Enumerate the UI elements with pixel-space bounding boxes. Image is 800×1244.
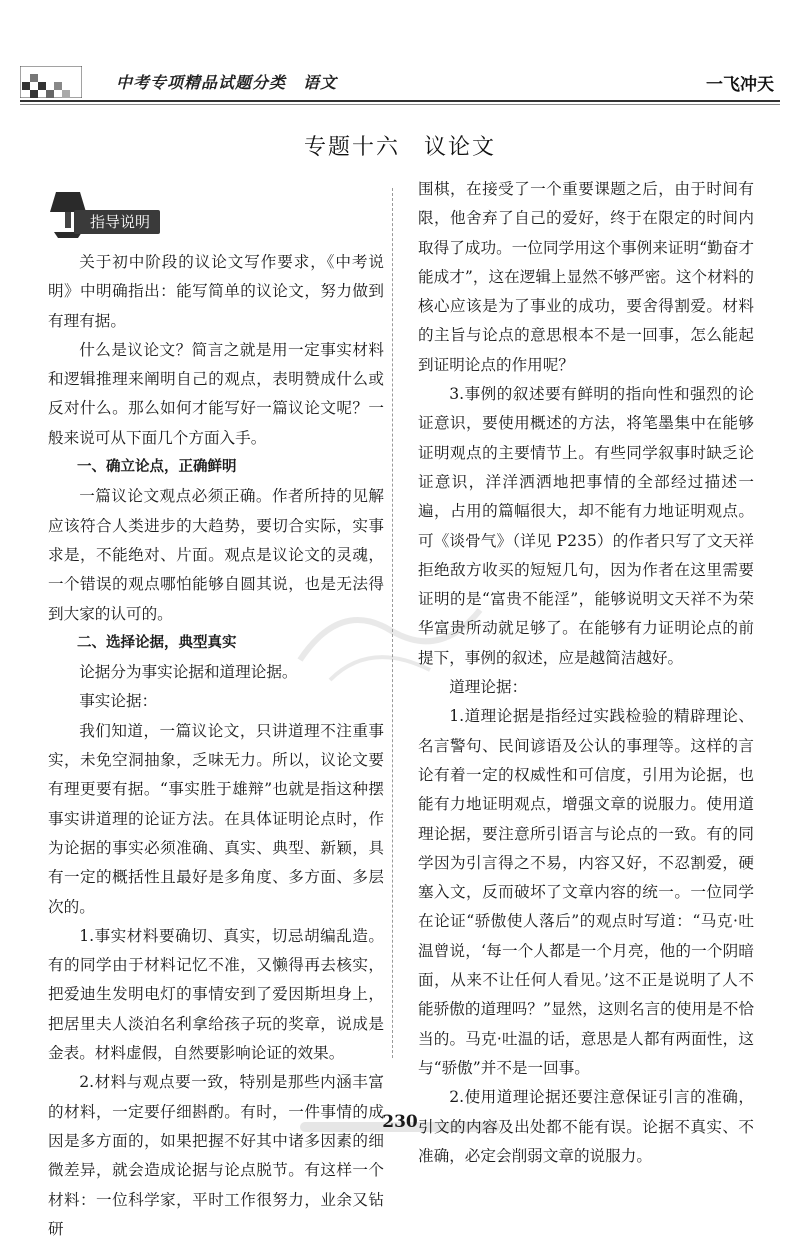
chapter-title: 专题十六 议论文 — [303, 135, 496, 160]
header-divider-thin — [20, 104, 780, 105]
column-divider — [392, 188, 393, 1058]
paragraph: 1.事实材料要确切、真实，切忌胡编乱造。有的同学由于材料记忆不准，又懒得再去核实，把爱迪生发明电灯的事情安到了爱因斯坦身上，把居里夫人淡泊名利拿给孩子玩的奖章，说成是金表。材料虚假，自然要影响论证的效果。 — [48, 926, 384, 1063]
paragraph: 3.事例的叙述要有鲜明的指向性和强烈的论证意识，要使用概述的方法，将笔墨集中在能够证明观点的主要情节上。有些同学叙事时缺乏论证意识，洋洋洒洒地把事情的全部经过描述一遍，占用的篇幅很大，却不能有力地证明观点。可《谈骨气》（详见 P235）的作者只写了文天祥拒绝敌方收买的短短几句，因为作者在这里需要证明的是“富贵不能淫”，能够说明文天祥不为荣华富贵所动就足够了。在能够有力证明论点的前提下，事例的叙述，应是越简洁越好。 — [418, 385, 754, 667]
paragraph: 2.使用道理论据还要注意保证引言的准确，引文的内容及出处都不能有误。论据不真实、不准确，必定会削弱文章的说服力。 — [418, 1088, 754, 1165]
brand-logo: 一飞冲天 — [706, 75, 774, 95]
page-number: 230 — [382, 1112, 418, 1132]
paragraph: 我们知道，一篇议论文，只讲道理不注重事实，未免空洞抽象，乏味无力。所以，议论文要有理更要有据。“事实胜于雄辩”也就是指这种摆事实讲道理的论证方法。在具体证明论点时，作为论据的事实必须准确、真实、典型、新颖，具有一定的概括性且最好是多角度、多方面、多层次的。 — [48, 721, 384, 916]
paragraph: 2.材料与观点要一致，特别是那些内涵丰富的材料，一定要仔细斟酌。有时，一件事情的成因是多方面的，如果把握不好其中诸多因素的细微差异，就会造成论据与论点脱节。有这样一个材料：一位科学家，平时工作很努力，业余又钻研 — [48, 1073, 384, 1238]
right-column — [418, 175, 754, 1171]
header-divider — [20, 100, 780, 102]
checker-pattern-icon — [20, 66, 82, 98]
paragraph: 关于初中阶段的议论文写作要求，《中考说明》中明确指出：能写简单的议论文，努力做到有理有据。 — [48, 253, 384, 330]
section-heading: 二、选择论据，典型真实 — [77, 634, 237, 651]
paragraph: 事实论据： — [79, 692, 158, 711]
guide-heading — [48, 188, 384, 248]
series-title: 中考专项精品试题分类 语文 — [116, 73, 338, 92]
paragraph: 什么是议论文？简言之就是用一定事实材料和逻辑推理来阐明自己的观点，表明赞成什么或反对什么。那么如何才能写好一篇议论文呢？一般来说可从下面几个方面入手。 — [48, 340, 384, 447]
paragraph: 论据分为事实论据和道理论据。 — [79, 663, 298, 682]
paragraph: 一篇议论文观点必须正确。作者所持的见解应该符合人类进步的大趋势，要切合实际，实事求是，不能绝对、片面。观点是议论文的灵魂，一个错误的观点哪怕能够自圆其说，也是无法得到大家的认可的。 — [48, 487, 384, 623]
left-column — [48, 188, 384, 1244]
paragraph: 1.道理论据是指经过实践检验的精辟理论、名言警句、民间谚语及公认的事理等。这样的言论有着一定的权威性和可信度，引用为论据，也能有力地证明观点，增强文章的说服力。使用道理论据，要注意所引语言与论点的一致。有的同学因为引言得之不易，内容又好，不忍割爱，硬塞入文，反而破坏了文章内容的统一。一位同学在论证“骄傲使人落后”的观点时写道：“马克·吐温曾说，‘每一个人都是一个月亮，他的一个阴暗面，从来不让任何人看见。’这不正是说明了人不能骄傲的道理吗？”显然，这则名言的使用是不恰当的。马克·吐温的话，意思是人都有两面性，这与“骄傲”并不是一回事。 — [418, 707, 754, 1077]
page-header — [20, 56, 780, 104]
guide-label: 指导说明 — [74, 210, 160, 234]
paragraph: 道理论据： — [449, 678, 528, 697]
paragraph: 围棋，在接受了一个重要课题之后，由于时间有限，他舍弃了自己的爱好，终于在限定的时间内取得了成功。一位同学用这个事例来证明“勤奋才能成才”，这在逻辑上显然不够严密。这个材料的核心应该是为了事业的成功，要舍得割爱。材料的主旨与论点的意思根本不是一回事，怎么能起到证明论点的作用呢？ — [418, 180, 754, 374]
section-heading: 一、确立论点，正确鲜明 — [77, 459, 237, 476]
